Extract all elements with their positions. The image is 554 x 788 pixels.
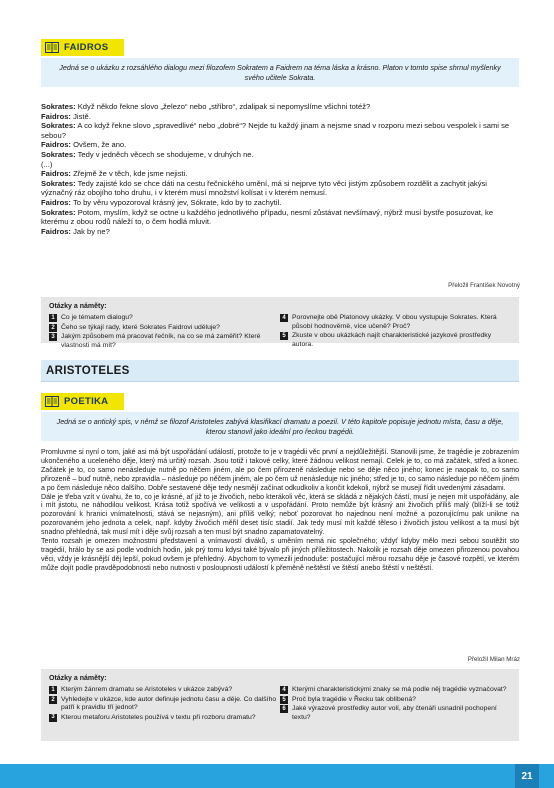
body-paragraph: Tento rozsah je omezen možnostmi představení a vnímavostí diváků, s uměním nemá nic společného; vždyť kdyby mělo mezi sebou soutěžit sto tragédií, hrálo by se asi podle vodních hodin, jak prý tomu kdysi také bývalo při jiných příležitostech. Nakolik je rozsah děje omezen přirozenou povahou věci, vždy je krásnější děj lepší, pokud ovšem je přehledný. Abychom to vymezili jednoduše: postačující měrou rozsahu děje je časové rozpětí, ve kterém může dojít podle pravděpodobnosti nebo nutnosti v posloupnosti událostí k přeměně neštěstí ve štěstí anebo štěstí v neštěstí. xyxy=(41,538,519,572)
questions-left-column xyxy=(49,686,280,723)
question-text: Kterými charakteristickými znaky se má podle něj tragédie vyznačovat? xyxy=(292,686,507,694)
dialog-speaker: Faidros: xyxy=(41,111,71,121)
questions-title: Otázky a náměty: xyxy=(49,675,107,682)
dialog-speaker: Faidros: xyxy=(41,140,71,150)
faidros-dialog xyxy=(41,102,519,236)
dialog-line xyxy=(41,150,519,160)
question-number: 1 xyxy=(49,314,57,322)
question-item xyxy=(49,333,280,350)
dialog-text: Ovšem, že ano. xyxy=(70,140,127,150)
question-text: Co je tématem dialogu? xyxy=(61,314,133,322)
dialog-speaker: Faidros: xyxy=(41,169,71,179)
book-icon xyxy=(45,396,59,407)
dialog-line xyxy=(41,102,519,112)
faidros-questions xyxy=(41,297,519,349)
question-number: 5 xyxy=(280,696,288,704)
author-bar xyxy=(41,360,519,382)
dialog-speaker: Faidros: xyxy=(41,197,71,207)
dialog-text: (...) xyxy=(41,159,53,169)
question-text: Zkuste v obou ukázkách najít charakteristické jazykové prostředky autora. xyxy=(292,332,492,348)
dialog-speaker: Sokrates: xyxy=(41,121,76,131)
dialog-line xyxy=(41,208,519,227)
dialog-text: Jak by ne? xyxy=(70,226,110,236)
question-item xyxy=(49,324,280,332)
dialog-text: A co když řekne slovo „spravedlivé“ nebo „dobré“? Nejde tu každý jinam a nejsme snad v rozporu mezi sebou vespolek i sami se sebou? xyxy=(41,121,510,140)
question-text: Jaké výrazové prostředky autor volí, aby čtenáři usnadnil pochopení textu? xyxy=(292,705,497,721)
dialog-line xyxy=(41,112,519,122)
question-number: 5 xyxy=(280,332,288,340)
question-number: 1 xyxy=(49,686,57,694)
author-name: ARISTOTELES xyxy=(46,364,130,377)
poetika-title: POETIKA xyxy=(64,396,109,407)
question-text: Čeho se týkají rady, které Sokrates Faidrovi uděluje? xyxy=(61,323,220,331)
question-number: 6 xyxy=(280,705,288,713)
question-number: 2 xyxy=(49,696,57,704)
question-text: Kterým žánrem dramatu se Aristoteles v ukázce zabývá? xyxy=(61,686,233,694)
dialog-line xyxy=(41,121,519,140)
dialog-speaker: Sokrates: xyxy=(41,207,76,217)
dialog-text: Zřejmě že v těch, kde jsme nejisti. xyxy=(70,169,188,179)
question-text: Kterou metaforu Aristoteles používá v textu při rozboru dramatu? xyxy=(61,713,256,721)
faidros-heading xyxy=(41,39,124,56)
question-item xyxy=(280,314,511,331)
dialog-line xyxy=(41,169,519,179)
dialog-line xyxy=(41,179,519,198)
question-number: 4 xyxy=(280,314,288,322)
dialog-line xyxy=(41,140,519,150)
question-item xyxy=(49,314,280,322)
poetika-heading xyxy=(41,393,124,410)
faidros-translator: Přeložil František Novotný xyxy=(448,282,520,289)
questions-right-column xyxy=(280,686,511,723)
question-number: 3 xyxy=(49,333,57,341)
dialog-text: Tedy zajisté kdo se chce dáti na cestu řečnického umění, má si nejprve tyto věci jistým způsobem rozdělit a zachytit jakýsi význačný ráz obojího toho druhu, i v kterém musí množství kolísat i v kterém nemusí. xyxy=(41,178,487,198)
dialog-text: To by věru vypozoroval krásný jev, Sókrate, kdo by to zachytil. xyxy=(70,197,282,207)
question-text: Vyhledejte v ukázce, kde autor definuje jednotu času a děje. Co dalšího patří k pravidlu tří jednot? xyxy=(61,695,277,712)
faidros-title: FAIDROS xyxy=(64,42,109,53)
question-number: 2 xyxy=(49,324,57,332)
dialog-speaker: Sokrates: xyxy=(41,178,76,188)
questions-right-column xyxy=(280,314,511,351)
dialog-line xyxy=(41,227,519,237)
poetika-translator: Přeložil Milan Mráz xyxy=(467,656,520,663)
body-paragraph: Promluvme si nyní o tom, jaké asi má být uspořádání událostí, protože to je v tragédii věc první a nejdůležitější. Stanovili jsme, že tragédie je zobrazením ukončeného a uceleného děje, který má určitý rozsah. Jsou totiž i takové celky, které žádnou velikost nemají. Celek je to, co má začátek, střed a konec. Začátek je to, co samo nenásleduje nutně po něčem jiném, ale po čem přirozeně následuje nebo se děje něco jiného; konec je naopak to, co samo přirozeně – buď nutně, nebo zpravidla – následuje po něčem jiném, ale po čem už nenásleduje nic jiného; střed je to, co samo následuje po něčem jiném a po čem následuje něco dalšího. Dobře sestavené děje tedy nesmějí začínat odkudkoliv a končit kdekoli, nýbrž se musejí řídit uvedenými zásadami. xyxy=(41,449,519,492)
question-item xyxy=(280,332,511,349)
question-number: 4 xyxy=(280,686,288,694)
questions-left-column xyxy=(49,314,280,351)
question-item xyxy=(49,714,280,722)
body-paragraph: Dále je třeba vzít v úvahu, že to, co je krásné, ať již to je živočich, nebo kterákoli věc, která se skládá z nějakých částí, musí je nejen mít uspořádány, ale i mít jistotu, ne náhodilou velikost. Krása totiž spočívá ve velikosti a v uspořádání. Proto nemůže být krásný ani živočich příliš malý (blíží-li se totiž pozorování k hranici vnímatelnosti, stává se nejasným), ani příliš velký; neboť pozorovat ho najednou není možné a pozorujícímu pak unikne na pozorovaném jeho jednota a celek, např. kdyby živočich měřil deset tisíc stadií. Jak tedy musí mít každé těleso i živočich jistou velikost a ta musí být snadno přehledná, tak musí mít i děje svůj rozsah a ten musí být snadno zapamatovatelný. xyxy=(41,493,519,537)
question-item xyxy=(49,686,280,694)
question-text: Porovnejte obě Platonovy ukázky. V obou vystupuje Sokrates. Která působí hodnověrně, více učeně? Proč? xyxy=(292,314,497,330)
poetika-intro: Jedná se o antický spis, v němž se filozof Aristoteles zabývá klasifikací dramatu a poezií. V této kapitole popisuje jednotu místa, času a děje, kterou stanovil jako ideální pro řeckou tragédii. xyxy=(41,412,519,441)
dialog-text: Jistě. xyxy=(70,111,91,121)
dialog-text: Když někdo řekne slovo „železo“ nebo „stříbro“, zdalipak si nepomyslíme všichni totéž? xyxy=(75,102,371,111)
question-item xyxy=(280,705,511,722)
dialog-text: Tedy v jedněch věcech se shodujeme, v druhých ne. xyxy=(75,149,254,159)
question-item xyxy=(280,686,511,694)
dialog-line xyxy=(41,198,519,208)
page-number: 21 xyxy=(515,764,539,788)
question-text: Jakým způsobem má pracovat řečník, na co se má zaměřit? Které vlastnosti má mít? xyxy=(61,333,261,349)
dialog-line xyxy=(41,160,519,170)
question-number: 3 xyxy=(49,714,57,722)
poetika-body xyxy=(41,449,519,574)
dialog-speaker: Faidros: xyxy=(41,226,71,236)
question-item xyxy=(280,696,511,704)
dialog-text: Potom, myslím, když se octne u každého jednotlivého případu, nesmí zůstávat nevšímavý, nýbrž musí bystře posuzovat, ke kterému z obou rodů náleží to, o čem hodlá mluvit. xyxy=(41,207,494,227)
book-icon xyxy=(45,42,59,53)
poetika-questions xyxy=(41,669,519,741)
dialog-speaker: Sokrates: xyxy=(41,149,76,159)
question-item xyxy=(49,696,280,713)
footer-bar xyxy=(0,764,554,788)
question-text: Proč byla tragédie v Řecku tak oblíbená? xyxy=(292,695,416,703)
dialog-speaker: Sokrates: xyxy=(41,102,76,111)
questions-title: Otázky a náměty: xyxy=(49,303,107,310)
faidros-intro: Jedná se o ukázku z rozsáhlého dialogu mezi filozofem Sokratem a Faidrem na téma láska a krásno. Platon v tomto spise shrnul myšlenky svého učitele Sokrata. xyxy=(41,58,519,87)
